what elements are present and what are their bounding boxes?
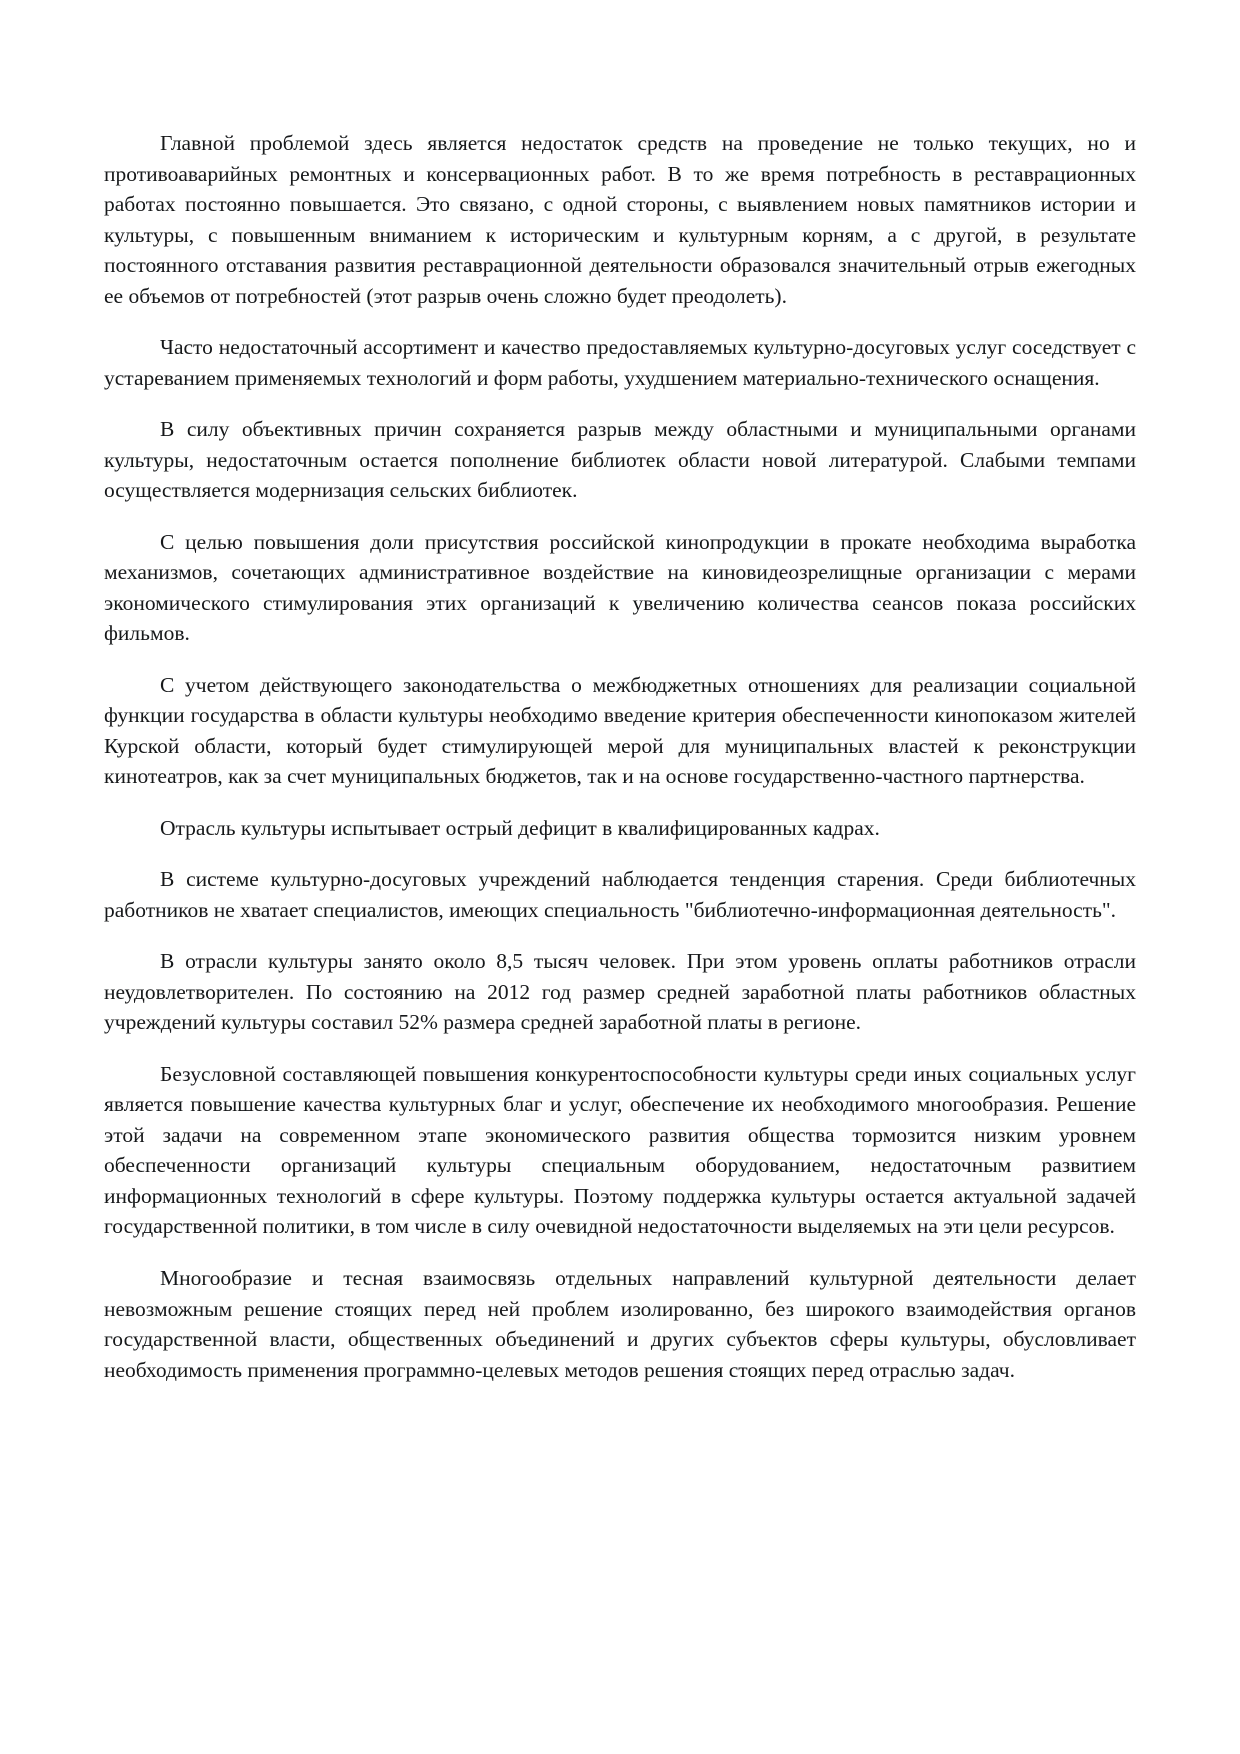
- paragraph: В системе культурно-досуговых учреждений наблюдается тенденция старения. Среди библиотечных работников не хватает специалистов, имеющих специальность "библиотечно-информационная деятельность".: [104, 867, 1136, 922]
- paragraph: Безусловной составляющей повышения конкурентоспособности культуры среди иных социальных услуг является повышение качества культурных благ и услуг, обеспечение их необходимого многообразия. Решение этой задачи на современном этапе экономического развития общества тормозится низким уровнем обеспеченности организаций культуры специальным оборудованием, недостаточным развитием информационных технологий в сфере культуры. Поэтому поддержка культуры остается актуальной задачей государственной политики, в том числе в силу очевидной недостаточности выделяемых на эти цели ресурсов.: [104, 1061, 1136, 1239]
- paragraph: Многообразие и тесная взаимосвязь отдельных направлений культурной деятельности делает невозможным решение стоящих перед ней проблем изолированно, без широкого взаимодействия органов государственной власти, общественных объединений и других субъектов сферы культуры, обусловливает необходимость применения программно-целевых методов решения стоящих перед отраслью задач.: [104, 1265, 1136, 1382]
- paragraph: Часто недостаточный ассортимент и качество предоставляемых культурно-досуговых услуг соседствует с устареванием применяемых технологий и форм работы, ухудшением материально-технического оснащения.: [104, 335, 1136, 390]
- paragraph: В силу объективных причин сохраняется разрыв между областными и муниципальными органами культуры, недостаточным остается пополнение библиотек области новой литературой. Слабыми темпами осуществляется модернизация сельских библиотек.: [104, 417, 1136, 503]
- paragraph: Главной проблемой здесь является недостаток средств на проведение не только текущих, но и противоаварийных ремонтных и консервационных работ. В то же время потребность в реставрационных работах постоянно повышается. Это связано, с одной стороны, с выявлением новых памятников истории и культуры, с повышенным вниманием к историческим и культурным корням, а с другой, в результате постоянного отставания развития реставрационной деятельности образовался значительный отрыв ежегодных ее объемов от потребностей (этот разрыв очень сложно будет преодолеть).: [104, 131, 1136, 308]
- paragraph: С учетом действующего законодательства о межбюджетных отношениях для реализации социальной функции государства в области культуры необходимо введение критерия обеспеченности кинопоказом жителей Курской области, который будет стимулирующей мерой для муниципальных властей к реконструкции кинотеатров, как за счет муниципальных бюджетов, так и на основе государственно-частного партнерства.: [104, 672, 1136, 789]
- document-body: [104, 128, 1136, 1385]
- paragraph: В отрасли культуры занято около 8,5 тысяч человек. При этом уровень оплаты работников отрасли неудовлетворителен. По состоянию на 2012 год размер средней заработной платы работников областных учреждений культуры составил 52% размера средней заработной платы в регионе.: [104, 949, 1136, 1035]
- paragraph: Отрасль культуры испытывает острый дефицит в квалифицированных кадрах.: [160, 815, 880, 840]
- paragraph: С целью повышения доли присутствия российской кинопродукции в прокате необходима выработка механизмов, сочетающих административное воздействие на киновидеозрелищные организации с мерами экономического стимулирования этих организаций к увеличению количества сеансов показа российских фильмов.: [104, 529, 1136, 646]
